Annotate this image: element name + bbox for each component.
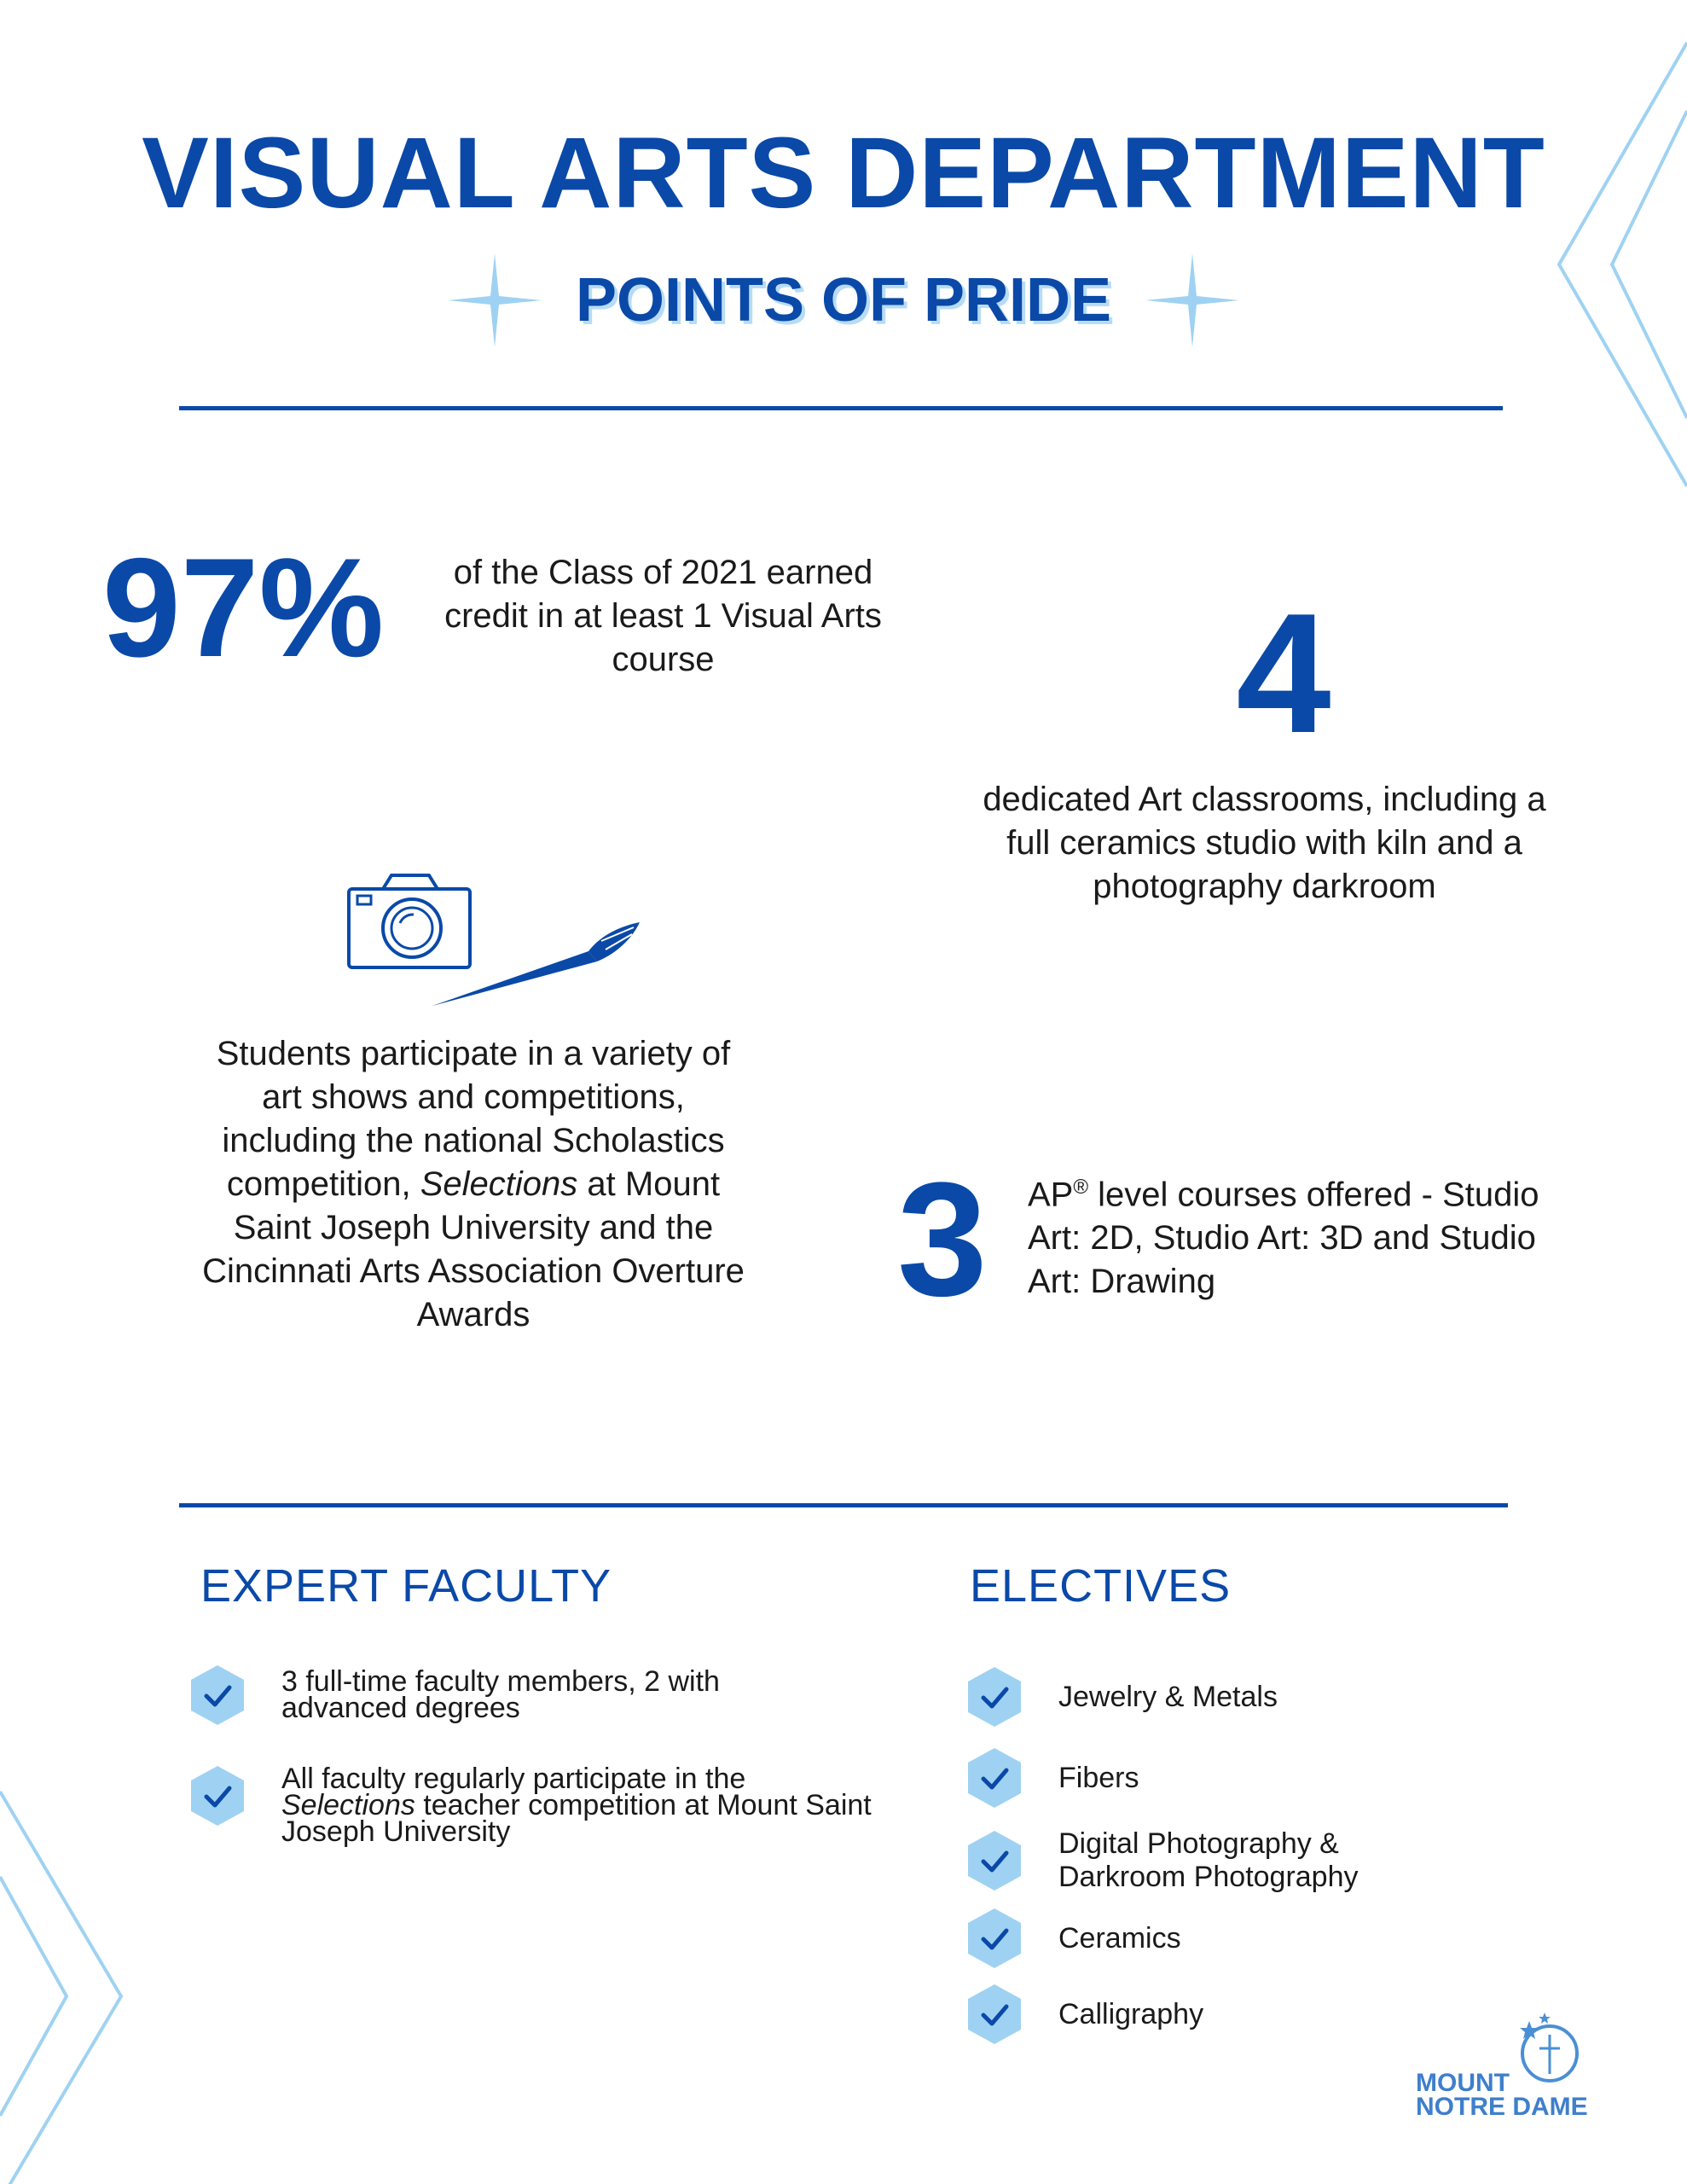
list-item — [966, 1665, 1563, 1728]
check-hex-icon — [189, 1664, 246, 1727]
stat-4-text: dedicated Art classrooms, including a full ceramics studio with kiln and a photography darkroom — [983, 781, 1546, 905]
logo-text-line2: NOTRE DAME — [1416, 2093, 1588, 2121]
stat-4-number: 4 — [1236, 578, 1331, 769]
check-hex-icon — [966, 1665, 1023, 1728]
stat-3-number: 3 — [897, 1149, 988, 1330]
divider-top — [179, 406, 1503, 410]
stat-3-text: AP® level courses offered - Studio Art: 2D, Studio Art: 3D and Studio Art: Drawing — [1028, 1176, 1539, 1301]
sparkle-icon — [448, 253, 542, 347]
page-subtitle: POINTS OF PRIDE — [575, 266, 1112, 334]
logo-text-line1: MOUNT — [1416, 2069, 1510, 2097]
faculty-item-text: 3 full-time faculty members, 2 with advanced degrees — [281, 1665, 720, 1724]
elective-item-text: Digital Photography & Darkroom Photography — [1058, 1827, 1359, 1893]
elective-item-text: Calligraphy — [1058, 1997, 1204, 2030]
faculty-heading: EXPERT FACULTY — [200, 1560, 612, 1612]
subtitle-row — [0, 249, 1687, 351]
page-title: VISUAL ARTS DEPARTMENT — [142, 117, 1545, 229]
check-hex-icon — [966, 1983, 1023, 2046]
school-logo — [1416, 2009, 1586, 2129]
check-hex-icon — [189, 1764, 246, 1827]
list-item — [966, 1746, 1563, 1809]
logo-emblem-icon — [1514, 2009, 1582, 2086]
check-hex-icon — [966, 1907, 1023, 1970]
decorative-chevron-left — [0, 1774, 128, 2184]
list-item — [189, 1664, 906, 1727]
check-hex-icon — [966, 1829, 1023, 1892]
sparkle-icon — [1145, 253, 1239, 347]
electives-heading: ELECTIVES — [970, 1560, 1232, 1612]
faculty-item-text: All faculty regularly participate in the Selections teacher competition at Mount Saint Joseph University — [281, 1763, 872, 1848]
list-item — [966, 1907, 1563, 1970]
paintbrush-icon — [431, 917, 644, 1011]
list-item — [189, 1745, 906, 1848]
elective-item-text: Ceramics — [1058, 1921, 1181, 1955]
elective-item-text: Jewelry & Metals — [1058, 1680, 1278, 1713]
stat-97-text: of the Class of 2021 earned credit in at least 1 Visual Arts course — [444, 554, 882, 678]
shows-competitions-text: Students participate in a variety of art shows and competitions, including the national Scholastics competition, Selections at Mount Saint Joseph University and the Cincinnati Arts Association Overture Awards — [202, 1035, 745, 1333]
divider-bottom — [179, 1503, 1508, 1507]
stat-97-number: 97% — [102, 529, 385, 686]
list-item — [966, 1827, 1563, 1894]
check-hex-icon — [966, 1746, 1023, 1809]
elective-item-text: Fibers — [1058, 1761, 1139, 1794]
